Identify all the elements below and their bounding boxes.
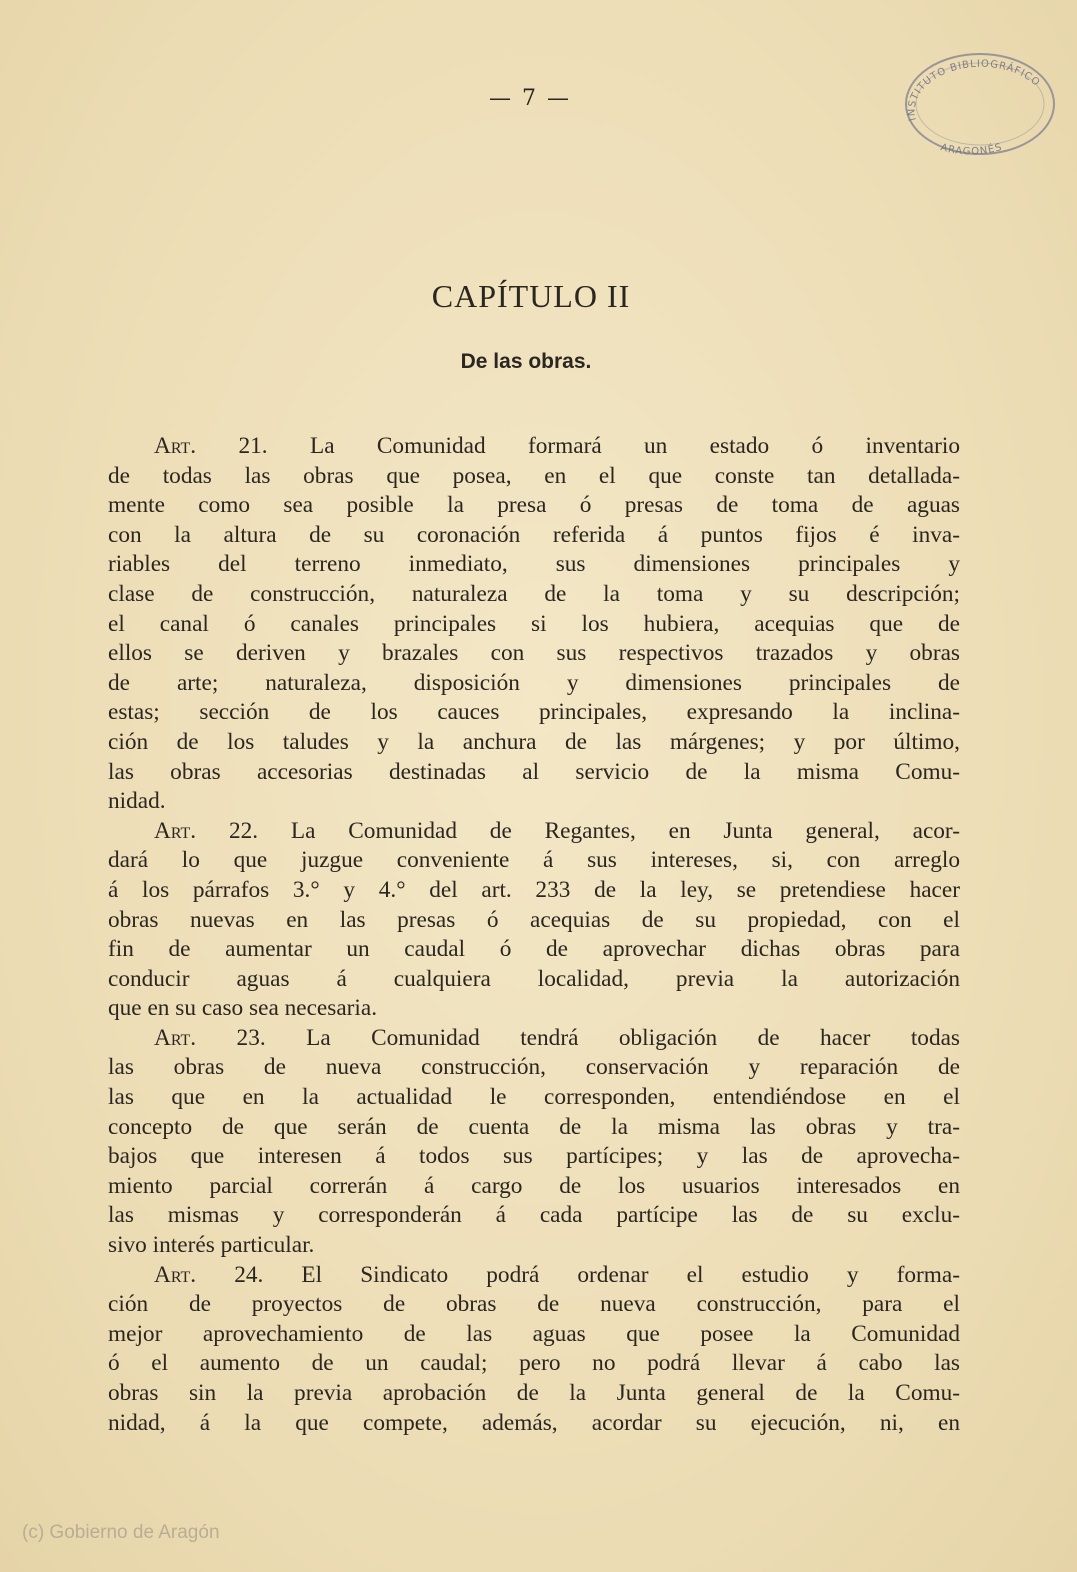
page-number: — 7 —	[489, 86, 571, 111]
text-line: con la altura de su coronación referida á puntos fijos é inva-	[108, 521, 960, 548]
article-24-label: Art. 24.	[154, 1261, 264, 1288]
text-line: ción de proyectos de obras de nueva construcción, para el	[108, 1291, 960, 1318]
article-24-first-line: Art. 24. El Sindicato podrá ordenar el estudio y forma-	[154, 1261, 960, 1288]
text-line: riables del terreno inmediato, sus dimensiones principales y	[108, 551, 960, 578]
text-line: las obras de nueva construcción, conservación y reparación de	[108, 1054, 960, 1081]
copyright-watermark: (c) Gobierno de Aragón	[22, 1522, 220, 1543]
text-line: ción de los taludes y la anchura de las márgenes; y por último,	[108, 728, 960, 755]
article-23-label: Art. 23.	[154, 1024, 266, 1051]
text-line: ó el aumento de un caudal; pero no podrá llevar á cabo las	[108, 1350, 960, 1377]
text-line: clase de construcción, naturaleza de la toma y su descripción;	[108, 580, 960, 607]
text-line: las mismas y corresponderán á cada partícipe las de su exclu-	[108, 1202, 960, 1229]
text-line: nidad.	[108, 788, 166, 815]
library-stamp	[900, 48, 1060, 166]
text-line: sivo interés particular.	[108, 1232, 315, 1259]
text-line: las obras accesorias destinadas al servicio de la misma Comu-	[108, 758, 960, 785]
text-line: obras sin la previa aprobación de la Junta general de la Comu-	[108, 1380, 960, 1406]
stamp-bottom-text: ARAGONÉS	[939, 141, 1004, 158]
article-22-first-line: Art. 22. La Comunidad de Regantes, en Junta general, acor-	[154, 817, 960, 844]
text-line: de arte; naturaleza, disposición y dimensiones principales de	[108, 669, 960, 696]
article-21-first-line: Art. 21. La Comunidad formará un estado ó inventario	[154, 433, 960, 459]
article-21-label: Art. 21.	[154, 433, 268, 459]
text-line: mejor aprovechamiento de las aguas que posee la Comunidad	[108, 1320, 960, 1347]
text-line: fin de aumentar un caudal ó de aprovechar dichas obras para	[108, 936, 960, 963]
chapter-title: CAPÍTULO II	[431, 278, 631, 314]
text-line: las que en la actualidad le corresponden, entendiéndose en el	[108, 1084, 960, 1111]
text-line: á los párrafos 3.° y 4.° del art. 233 de la ley, se pretendiese hacer	[108, 876, 960, 903]
text-line: concepto de que serán de cuenta de la misma las obras y tra-	[108, 1113, 960, 1140]
text-line: el canal ó canales principales si los hubiera, acequias que de	[108, 610, 960, 637]
text-line: que en su caso sea necesaria.	[108, 995, 378, 1022]
text-line: obras nuevas en las presas ó acequias de su propiedad, con el	[108, 906, 960, 933]
article-23-first-line: Art. 23. La Comunidad tendrá obligación de hacer todas	[154, 1024, 960, 1051]
svg-text:ARAGONÉS	[939, 142, 1003, 158]
text-line: conducir aguas á cualquiera localidad, previa la autorización	[108, 965, 960, 992]
text-line: bajos que interesen á todos sus partícipes; y las de aprovecha-	[108, 1143, 960, 1170]
section-title: De las obras.	[460, 350, 592, 373]
text-line: de todas las obras que posea, en el que conste tan detallada-	[108, 462, 960, 489]
stamp-top-text: INSTITUTO BIBLIOGRÁFICO	[906, 58, 1043, 122]
article-body	[108, 432, 960, 1438]
text-line: dará lo que juzgue conveniente á sus intereses, si, con arreglo	[108, 847, 960, 874]
text-line: nidad, á la que compete, además, acordar su ejecución, ni, en	[108, 1409, 960, 1436]
article-22-label: Art. 22.	[154, 817, 259, 844]
text-line: mente como sea posible la presa ó presas de toma de aguas	[108, 492, 960, 519]
text-line: ellos se deriven y brazales con sus respectivos trazados y obras	[108, 640, 960, 667]
text-line: miento parcial correrán á cargo de los usuarios interesados en	[108, 1172, 960, 1199]
text-line: estas; sección de los cauces principales, expresando la inclina-	[108, 699, 960, 726]
